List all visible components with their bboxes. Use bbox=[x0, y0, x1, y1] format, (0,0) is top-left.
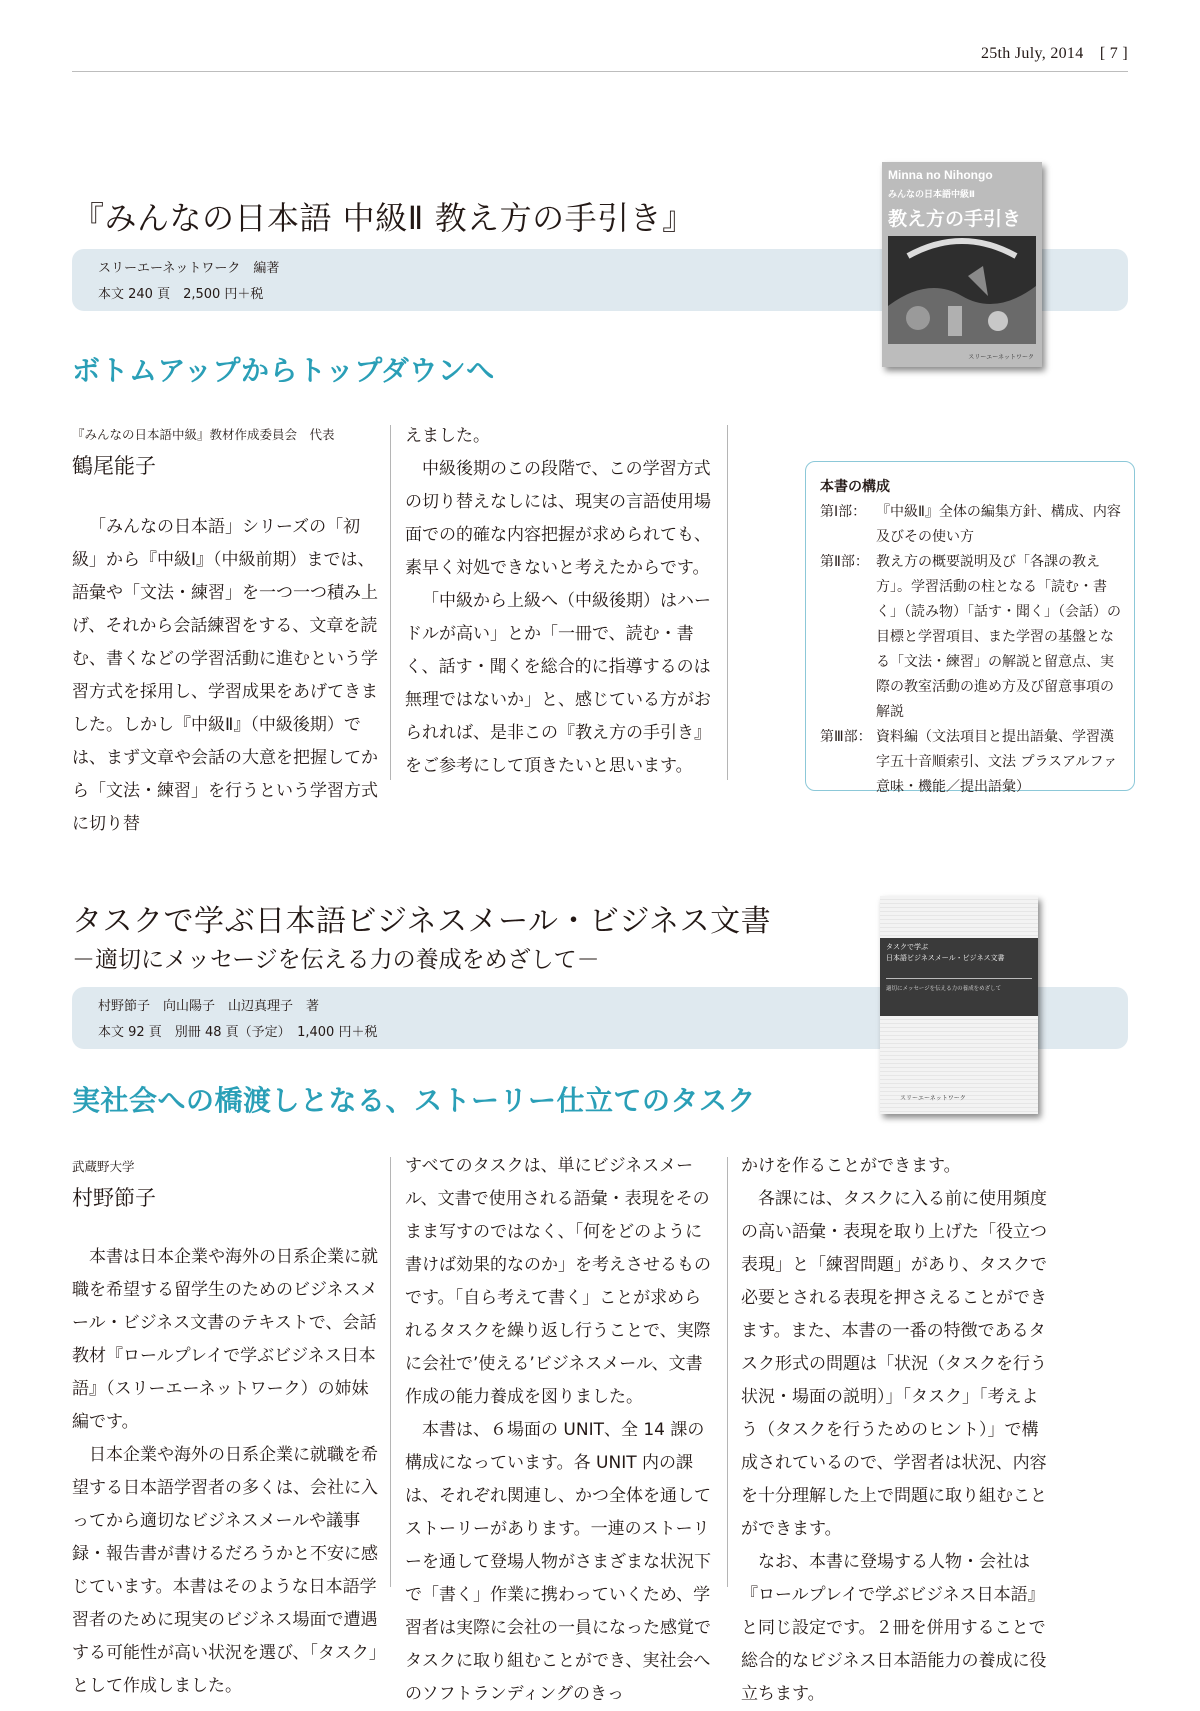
author-name: 村野節子 bbox=[72, 1186, 156, 1210]
column-divider bbox=[727, 425, 728, 780]
book-cover bbox=[880, 896, 1038, 1114]
paragraph: 日本企業や海外の日系企業に就職を希望する日本語学習者の多くは、会社に入ってから適切なビジネスメールや議事録・報告書が書けるだろうかと不安に感じています。本書はそのような日本語学習者のために現実のビジネス場面で遭遇する可能性が高い状況を選び、「タスク」として作成しました。 bbox=[72, 1445, 378, 1696]
contents-title: 本書の構成 bbox=[820, 479, 890, 495]
cover-line: タスクで学ぶ bbox=[886, 943, 928, 951]
contents-item bbox=[820, 500, 1124, 550]
book-contents-box bbox=[805, 461, 1135, 795]
paragraph: えました。 bbox=[405, 426, 490, 446]
cover-publisher: スリーエーネットワーク bbox=[900, 1095, 966, 1102]
book-cover bbox=[882, 162, 1042, 367]
paragraph: 「みんなの日本語」シリーズの「初級」から『中級Ⅰ』（中級前期）までは、語彙や「文法・練習」を一つ一つ積み上げ、それから会話練習をする、文章を読む、書くなどの学習活動に進むという学習方式を採用し、学習成果をあげてきました。しかし『中級Ⅱ』（中級後期）では、まず文章や会話の大意を把握してから「文法・練習」を行うという学習方式に切り替 bbox=[72, 517, 378, 834]
page-header: 25th July, 2014 [ 7 ] bbox=[980, 45, 1128, 62]
article-column-3 bbox=[741, 1150, 1053, 1711]
cover-title-block bbox=[880, 938, 1038, 1016]
author-name: 鶴尾能子 bbox=[72, 454, 156, 478]
contents-item-text: 資料編（文法項目と提出語彙、学習漢字五十音順索引、文法 プラスアルファ 意味・機能／提出語彙） bbox=[876, 729, 1118, 795]
authors-line: 村野節子 向山陽子 山辺真理子 著 bbox=[98, 999, 320, 1014]
article-column-1 bbox=[72, 1157, 384, 1703]
contents-item-label: 第Ⅱ部： bbox=[820, 554, 869, 570]
cover-romaji: Minna no Nihongo bbox=[888, 168, 993, 182]
price-line: 本文 92 頁 別冊 48 頁（予定） 1,400 円＋税 bbox=[98, 1025, 378, 1040]
contents-item bbox=[820, 550, 1124, 725]
article-column-2 bbox=[405, 1150, 717, 1711]
paragraph: なお、本書に登場する人物・会社は『ロールプレイで学ぶビジネス日本語』と同じ設定です。２冊を併用することで総合的なビジネス日本語能力の養成に役立ちます。 bbox=[741, 1552, 1047, 1704]
contents-item-label: 第Ⅲ部： bbox=[820, 729, 872, 745]
cover-line: 適切にメッセージを伝える力の養成をめざして bbox=[886, 986, 1002, 992]
contents-item bbox=[820, 725, 1124, 800]
paragraph: 本書は日本企業や海外の日系企業に就職を希望する留学生のためのビジネスメール・ビジネス文書のテキストで、会話教材『ロールプレイで学ぶビジネス日本語』（スリーエーネットワーク）の姉妹編です。 bbox=[72, 1247, 378, 1432]
column-divider bbox=[390, 1157, 391, 1587]
book-subtitle: －適切にメッセージを伝える力の養成をめざして－ bbox=[72, 947, 600, 973]
column-divider bbox=[390, 425, 391, 780]
paragraph: すべてのタスクは、単にビジネスメール、文書で使用される語彙・表現をそのまま写すのではなく、「何をどのように書けば効果的なのか」を考えさせるものです。「自ら考えて書く」ことが求められるタスクを繰り返し行うことで、実際に会社で’使える’ビジネスメール、文書作成の能力養成を図りました。 bbox=[405, 1156, 711, 1407]
book-info bbox=[98, 256, 279, 308]
author-affiliation: 『みんなの日本語中級』教材作成委員会 代表 bbox=[72, 427, 335, 442]
book-title: 『みんなの日本語 中級Ⅱ 教え方の手引き』 bbox=[72, 199, 695, 237]
cover-title: 教え方の手引き bbox=[888, 208, 1022, 230]
cover-publisher: スリーエーネットワーク bbox=[968, 354, 1034, 361]
column-divider bbox=[727, 1157, 728, 1587]
header-divider bbox=[72, 71, 1128, 72]
paragraph: 「中級から上級へ（中級後期）はハードルが高い」とか「一冊で、読む・書く、話す・聞くを総合的に指導するのは無理ではないか」と、感じている方がおられれば、是非この『教え方の手引き』をご参考にして頂きたいと思います。 bbox=[405, 591, 711, 776]
review-heading: 実社会への橋渡しとなる、ストーリー仕立てのタスク bbox=[72, 1084, 757, 1117]
review-heading: ボトムアップからトップダウンへ bbox=[72, 354, 495, 387]
paragraph: 中級後期のこの段階で、この学習方式の切り替えなしには、現実の言語使用場面での的確な内容把握が求められても、素早く対処できないと考えたからです。 bbox=[405, 459, 711, 578]
cover-illustration bbox=[888, 236, 1036, 344]
book-title: タスクで学ぶ日本語ビジネスメール・ビジネス文書 bbox=[72, 904, 772, 939]
paragraph: 本書は、６場面の UNIT、全 14 課の構成になっています。各 UNIT 内の課は、それぞれ関連し、かつ全体を通してストーリーがあります。一連のストーリーを通して登場人物がさまざまな状況下で「書く」作業に携わっていくため、学習者は実際に会社の一員になった感覚でタスクに取り組むことができ、実社会へのソフトランディングのきっ bbox=[405, 1420, 711, 1704]
book-info bbox=[98, 994, 377, 1046]
article-column-2 bbox=[405, 420, 717, 783]
publisher-line: スリーエーネットワーク 編著 bbox=[98, 261, 280, 276]
cover-series: みんなの日本語中級Ⅱ bbox=[888, 190, 975, 200]
paragraph: かけを作ることができます。 bbox=[741, 1156, 961, 1176]
contents-item-text: 『中級Ⅱ』全体の編集方針、構成、内容及びその使い方 bbox=[876, 504, 1121, 545]
price-line: 本文 240 頁 2,500 円＋税 bbox=[98, 287, 264, 302]
paragraph: 各課には、タスクに入る前に使用頻度の高い語彙・表現を取り上げた「役立つ表現」と「練習問題」があり、タスクで必要とされる表現を押さえることができます。また、本書の一番の特徴であるタスク形式の問題は「状況（タスクを行う状況・場面の説明）」「タスク」「考えよう（タスクを行うためのヒント）」で構成されているので、学習者は状況、内容を十分理解した上で問題に取り組むことができます。 bbox=[741, 1189, 1047, 1539]
author-affiliation: 武蔵野大学 bbox=[72, 1159, 135, 1174]
contents-item-label: 第Ⅰ部： bbox=[820, 504, 867, 520]
cover-line: 日本語ビジネスメール・ビジネス文書 bbox=[886, 954, 1005, 962]
article-column-1 bbox=[72, 425, 384, 841]
contents-item-text: 教え方の概要説明及び「各課の教え方」。学習活動の柱となる「読む・書く」（読み物）「話す・聞く」（会話）の目標と学習項目、また学習の基盤となる「文法・練習」の解説と留意点、実際の教室活動の進め方及び留意事項の解説 bbox=[876, 554, 1121, 720]
